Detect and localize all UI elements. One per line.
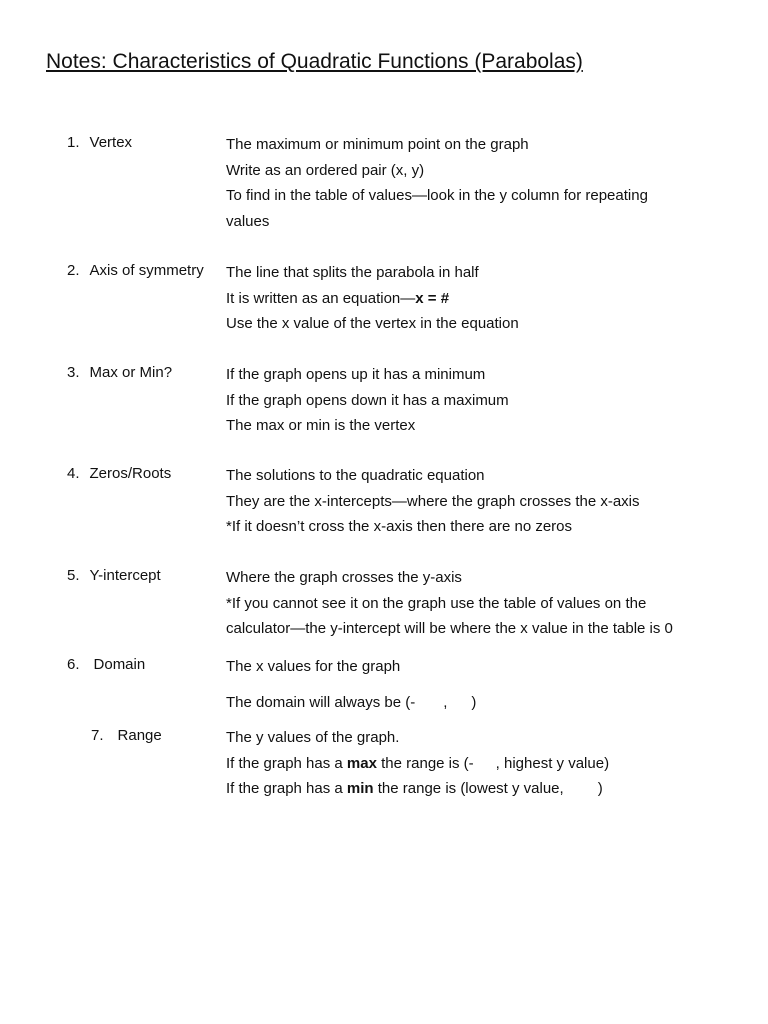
equation-line (226, 286, 761, 312)
term-label: Range (117, 727, 162, 744)
definition-line: The x values for the graph (226, 658, 401, 675)
definition-line: Where the graph crosses the y-axis (226, 569, 462, 586)
term-label: Domain (93, 656, 146, 673)
page-title: Notes: Characteristics of Quadratic Functions (Parabolas) (46, 50, 583, 73)
item-number: 7. (91, 727, 104, 744)
definition-line: The maximum or minimum point on the graph (226, 136, 529, 153)
item-number: 3. (67, 364, 80, 381)
term-range (91, 727, 162, 744)
definition-domain (226, 654, 761, 715)
definition-zeros-roots (226, 463, 761, 540)
item-number: 1. (67, 134, 80, 151)
definition-line: The solutions to the quadratic equation (226, 467, 485, 484)
term-axis-of-symmetry (67, 262, 204, 279)
term-vertex (67, 134, 132, 151)
term-label: Axis of symmetry (89, 262, 204, 279)
definition-line: *If you cannot see it on the graph use the table of values on the (226, 594, 647, 612)
item-number: 4. (67, 465, 80, 482)
term-y-intercept (67, 567, 161, 584)
range-min-prefix: If the graph has a (226, 780, 347, 797)
definition-range (226, 725, 761, 802)
domain-end: ) (471, 693, 477, 711)
definition-line: values (226, 212, 270, 230)
item-number: 2. (67, 262, 80, 279)
term-label: Vertex (89, 134, 133, 151)
range-max-end: , highest y value) (495, 754, 610, 772)
range-min-end: ) (597, 780, 603, 797)
term-label: Max or Min? (89, 364, 173, 381)
definition-line: *If it doesn’t cross the x-axis then there are no zeros (226, 518, 573, 535)
domain-start: The domain will always be (- (226, 693, 416, 711)
equation-bold: x = # (415, 289, 450, 307)
definition-line: If the graph opens up it has a minimum (226, 366, 486, 383)
domain-line (226, 690, 761, 716)
item-number: 6. (67, 656, 80, 673)
definition-y-intercept (226, 565, 761, 642)
definition-line: The line that splits the parabola in half (226, 264, 479, 281)
definition-vertex (226, 132, 761, 234)
term-zeros-roots (67, 465, 171, 482)
range-max-line (226, 751, 761, 777)
term-max-or-min (67, 364, 172, 381)
domain-comma: , (443, 693, 448, 711)
definition-line: Write as an ordered pair (x, y) (226, 161, 425, 179)
definition-line: calculator—the y-intercept will be where the x value in the table is 0 (226, 620, 673, 637)
term-label: Zeros/Roots (89, 465, 172, 482)
definition-line: If the graph opens down it has a maximum (226, 391, 509, 409)
equation-prefix: It is written as an equation— (226, 289, 416, 307)
range-min-line (226, 776, 761, 802)
definition-line: They are the x-intercepts—where the graph crosses the x-axis (226, 492, 640, 510)
term-label: Y-intercept (89, 567, 161, 584)
definition-line: To find in the table of values—look in the y column for repeating (226, 187, 648, 204)
definition-line: Use the x value of the vertex in the equation (226, 315, 519, 332)
range-min-bold: min (346, 780, 374, 797)
definition-line: The max or min is the vertex (226, 417, 416, 434)
range-max-prefix: If the graph has a (226, 754, 347, 772)
range-min-mid: the range is (lowest y value, (373, 780, 564, 797)
definition-line: The y values of the graph. (226, 729, 400, 746)
range-max-mid: the range is (- (376, 754, 474, 772)
range-max-bold: max (346, 754, 377, 772)
definition-axis-of-symmetry (226, 260, 761, 337)
item-number: 5. (67, 567, 80, 584)
definition-max-or-min (226, 362, 761, 439)
term-domain (67, 656, 145, 673)
